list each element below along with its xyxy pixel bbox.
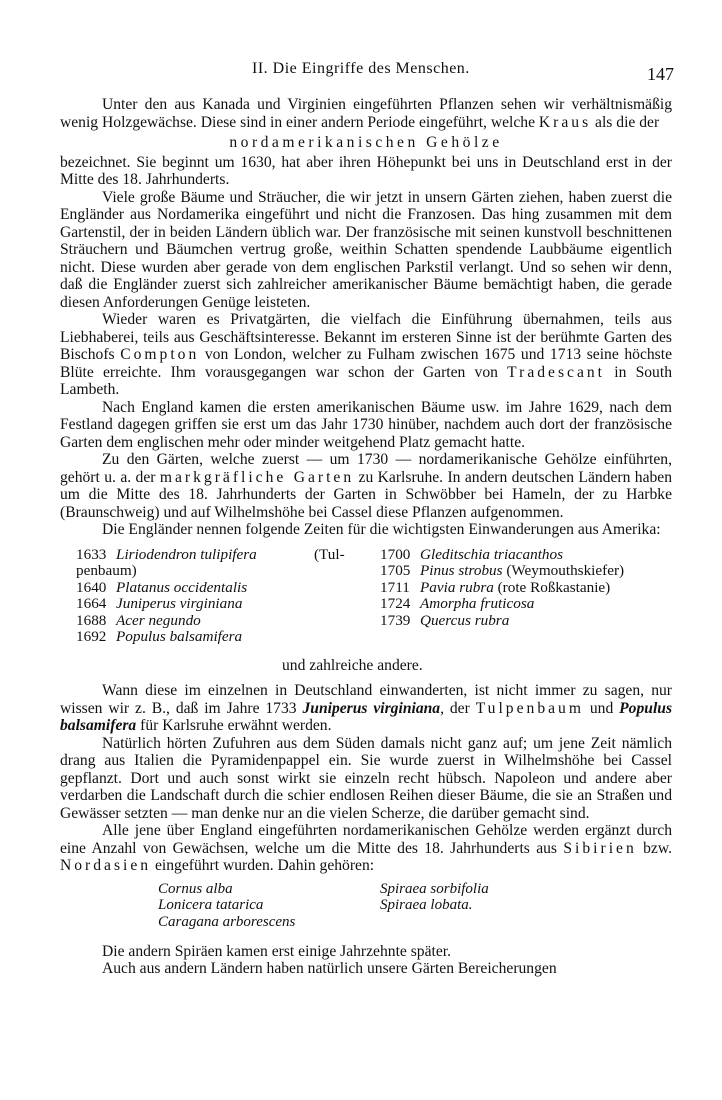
paragraph: Viele große Bäume und Sträucher, die wir jetzt in unsern Gärten ziehen, haben zuerst die Engländer aus Nordamerika eingeführt und nicht die Franzosen. Das hing zusammen mit dem Gartenstil, der in beiden Ländern üblich war. Der französische mit seinen kunstvoll beschnittenen Sträuchern und Bäumchen vertrug große, weithin Schatten spendende Laubbäume eigentlich nicht. Diese wurden aber gerade von dem englischen Parkstil verlangt. Und so sehen wir denn, daß die Engländer zuerst sich zahlreicher amerikanischer Bäume bemächtigt haben, die gerade diesen Anforderungen Genüge leisteten. <box>60 188 672 311</box>
paragraph: bezeichnet. Sie beginnt um 1630, hat aber ihren Höhepunkt bei uns in Deutschland erst in der Mitte des 18. Jahrhunderts. <box>60 153 672 188</box>
table-row <box>380 613 680 630</box>
text-run: als die der <box>591 113 660 131</box>
year: 1711 <box>380 578 410 596</box>
introduction-table <box>60 547 672 655</box>
year: 1640 <box>76 578 107 596</box>
text-run: zu Karlsruhe. In andern deutschen Ländern haben um die Mitte des 18. Jahrhunderts der Garten in Schwöbber bei Hameln, der zu Harbke (Braunschweig) und auf Wilhelmshöhe bei Cassel diese Pflanzen aufgenommen. <box>60 468 673 521</box>
plant-name: Lonicera tatarica <box>158 897 264 914</box>
paragraph <box>60 96 672 131</box>
text-run: Wann diese im einzelnen in Deutschland einwanderten, ist nicht immer zu sagen, nur wissen wir z. B., daß im Jahre 1733 <box>60 682 672 717</box>
text-run: eingeführt wurden. Dahin gehören: <box>151 857 375 874</box>
paragraph <box>60 451 672 521</box>
paragraph <box>60 682 672 735</box>
chapter-title: II. Die Eingriffe des Menschen. <box>252 60 470 77</box>
year: 1688 <box>76 611 107 629</box>
plant-name: Spiraea lobata. <box>380 897 473 914</box>
paragraph: Nach England kamen die ersten amerikanischen Bäume usw. im Jahre 1629, nach dem Festland dagegen griffen sie erst um das Jahr 1730 hinüber, nachdem auch dort der französische Garten dem englischen mehr oder minder weitgehend Platz gemacht hatte. <box>60 398 672 451</box>
table-row <box>76 613 366 630</box>
running-header <box>60 58 674 82</box>
plant-list-left <box>158 881 295 931</box>
text-run: bzw. <box>636 839 672 857</box>
table-column-left <box>76 547 366 647</box>
species-name: Pavia rubra <box>420 578 494 596</box>
text-run: Unter den aus Kanada und Virginien eingeführten Pflanzen sehen wir verhältnismäßig wenig Holzgewächse. Diese sind in einer andern Periode eingeführt, welche <box>60 96 672 131</box>
species-name: Juniperus virginiana <box>302 699 441 717</box>
year: 1664 <box>76 595 107 613</box>
table-row <box>76 580 366 597</box>
year: 1700 <box>380 545 411 563</box>
plant-name: Spiraea sorbifolia <box>380 880 489 897</box>
page-number: 147 <box>647 64 674 84</box>
paragraph: Natürlich hörten Zufuhren aus dem Süden damals nicht ganz auf; um jene Zeit nämlich drang aus Italien die Pyramidenpappel ein. Sie wurde zuerst in Wilhelmshöhe bei Cassel gepflanzt. Dort und auch sonst wirkt sie einzeln recht hübsch. Napoleon und andere aber verdarben die Landschaft durch die schier endlosen Reihen dieser Bäume, die sie an Straßen und Gewässer setzten — man denke nur an die vielen Scherze, die darüber gemacht sind. <box>60 734 672 822</box>
text-run: in South Lambeth. <box>60 363 672 398</box>
text-run: Alle jene über England eingeführten nordamerikanischen Gehölze werden ergänzt durch eine Anzahl von Gewächsen, welche um die Mitte des 18. Jahrhunderts aus <box>60 822 672 857</box>
year: 1633 <box>76 545 107 563</box>
paragraph <box>60 311 672 399</box>
year: 1705 <box>380 562 411 580</box>
year: 1739 <box>380 611 411 629</box>
table-row <box>380 563 680 580</box>
plant-list <box>60 881 672 935</box>
tree-name: Tulpenbaum <box>475 699 584 717</box>
species-name: Gleditschia triacanthos <box>420 545 564 563</box>
species-name: Populus balsamifera <box>60 699 673 734</box>
table-row <box>76 596 366 613</box>
plant-list-right <box>380 881 489 914</box>
species-name: Platanus occidentalis <box>116 578 248 596</box>
year: 1692 <box>76 628 107 646</box>
table-row <box>380 547 680 564</box>
species-name: Populus balsamifera <box>116 628 243 646</box>
region-name: Sibirien <box>563 839 637 857</box>
table-row <box>76 629 366 646</box>
common-name: (Tul- <box>314 545 345 563</box>
person-name: Tradescant <box>507 363 606 381</box>
paragraph: Auch aus andern Ländern haben natürlich unsere Gärten Bereicherungen <box>102 960 557 977</box>
plant-name: Cornus alba <box>158 880 233 897</box>
table-footnote: und zahlreiche andere. <box>282 656 423 674</box>
year: 1724 <box>380 595 411 613</box>
species-name: Amorpha fruticosa <box>420 595 535 613</box>
text-run: und <box>583 699 620 717</box>
person-name: Compton <box>120 346 200 363</box>
table-row <box>76 547 366 564</box>
species-name: Juniperus virginiana <box>116 595 243 613</box>
species-name: Quercus rubra <box>420 611 510 629</box>
species-name: Acer negundo <box>116 611 201 629</box>
paragraph: Die andern Spiräen kamen erst einige Jahrzehnte später. <box>102 942 451 960</box>
text-run: für Karlsruhe erwähnt werden. <box>136 717 332 734</box>
table-row-continuation: penbaum) <box>76 562 137 580</box>
text-run: Zu den Gärten, welche zuerst — um 1730 — nordamerikanische Gehölze einführten, gehört u. a. der <box>60 451 672 486</box>
region-name: Nordasien <box>60 857 152 874</box>
table-row <box>380 580 680 597</box>
table-column-right <box>380 547 680 630</box>
text-run: , der <box>440 699 476 717</box>
centered-term: nordamerikanischen Gehölze <box>229 134 503 151</box>
garden-name: markgräfliche Garten <box>159 468 355 486</box>
plant-name: Caragana arborescens <box>158 913 296 930</box>
text-run: von London, welcher zu Fulham zwischen 1675 und 1713 seine höchste Blüte erreichte. Ihm vorausgegangen war schon der Garten von <box>60 346 672 381</box>
common-name: (rote Roßkastanie) <box>497 578 611 596</box>
common-name: (Weymouthskiefer) <box>506 562 625 580</box>
paragraph: Die Engländer nennen folgende Zeiten für die wichtigsten Einwanderungen aus Amerika: <box>102 521 661 538</box>
page-body <box>60 96 672 978</box>
species-name: Liriodendron tulipifera <box>116 545 257 563</box>
author-name: Kraus <box>538 113 592 131</box>
table-row <box>380 596 680 613</box>
paragraph <box>60 822 672 875</box>
species-name: Pinus strobus <box>420 562 503 580</box>
text-run: Wieder waren es Privatgärten, die vielfach die Einführung übernahmen, teils aus Liebhaberei, teils aus Geschäftsinteresse. Bekannt im ersteren Sinne ist der berühmte Garten des Bischofs <box>60 311 672 363</box>
